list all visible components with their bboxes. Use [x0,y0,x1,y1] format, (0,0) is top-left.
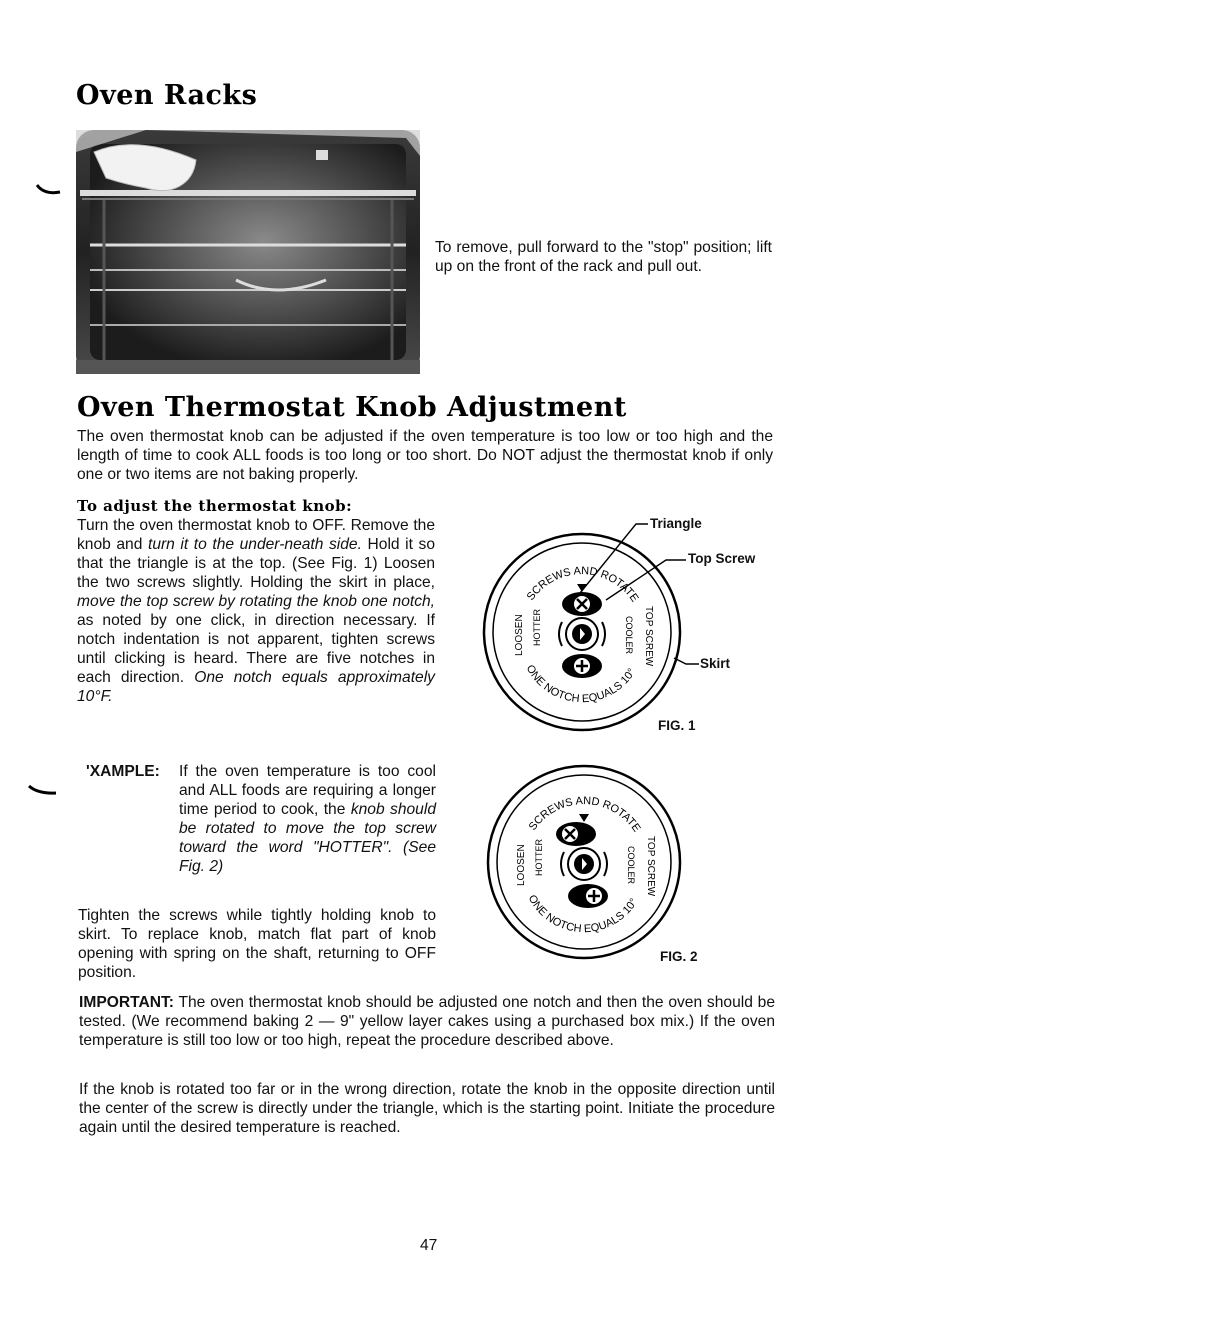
figure-2-caption: FIG. 2 [660,949,698,964]
dial-text: LOOSEN [516,844,527,886]
dial-text: SCREWS AND ROTATE [524,565,641,605]
thermostat-intro: The oven thermostat knob can be adjusted if the oven temperature is too low or too high and the length of time to cook ALL foods is too long or too short. Do NOT adjust the thermostat knob if only one or two items are not baking properly. [77,428,773,483]
step-text: as noted by one click, in direction necessary. If notch indentation is not apparent, tighten screws until clicking is heard. There are five notches in each direction. [77,612,435,686]
important-label: IMPORTANT: [79,994,174,1011]
final-text: If the knob is rotated too far or in the wrong direction, rotate the knob in the opposite direction until the center of the screw is directly under the triangle, which is the starting point. Initiate the procedure again until the desired temperature is reached. [79,1081,775,1136]
example-italic: knob should be rotated to move the top screw toward the word "HOTTER". (See Fig. 2) [179,801,436,875]
dial-text: HOTTER [534,839,544,876]
dial-text: ONE NOTCH EQUALS 10° [525,893,641,936]
dial-text: HOTTER [532,609,542,646]
page-number: 47 [420,1237,438,1254]
oven-rack-photo [76,130,420,374]
margin-mark [28,783,58,805]
dial-text: COOLER [626,846,636,885]
dial-text: LOOSEN [514,614,525,656]
callout-skirt: Skirt [700,656,731,671]
example-text [179,762,436,876]
example-plain: If the oven temperature is too cool and ALL foods are requiring a longer time period to cook, the [179,763,436,818]
subheading-adjust: To adjust the thermostat knob: [77,497,353,515]
step-italic: move the top screw by rotating the knob one notch, [77,593,435,610]
figure-1-caption: FIG. 1 [658,718,696,733]
racks-description: To remove, pull forward to the "stop" position; lift up on the front of the rack and pull out. [435,239,772,275]
dial-text: TOP SCREW [643,606,654,667]
adjust-steps [77,516,435,706]
step-text: Turn the oven thermostat knob to OFF. Remove the knob and [77,517,435,553]
section-title-thermostat: Oven Thermostat Knob Adjustment [77,392,627,423]
step-italic: turn it to the under-neath side. [147,536,362,553]
margin-mark [36,183,62,205]
important-note [79,993,775,1050]
dial-text: COOLER [624,616,634,655]
dial-text: SCREWS AND ROTATE [526,795,643,835]
figure-1 [476,508,776,738]
callout-top-screw: Top Screw [688,551,756,566]
section-title-oven-racks: Oven Racks [76,80,258,111]
step-italic: One notch equals approximately 10°F. [77,669,435,705]
figure-2 [476,760,716,970]
dial-text: ONE NOTCH EQUALS 10° [523,663,639,706]
important-text: The oven thermostat knob should be adjusted one notch and then the oven should be tested. (We recommend baking 2 — 9" yellow layer cakes using a purchased box mix.) If the oven temperature is still too low or too high, repeat the procedure described above. [79,994,775,1049]
step-text: Hold it so that the triangle is at the top. (See Fig. 1) Loosen the two screws slightly. Holding the skirt in place, [77,536,436,591]
tighten-text: Tighten the screws while tightly holding knob to skirt. To replace knob, match flat part of knob opening with spring on the shaft, returning to OFF position. [78,907,436,981]
example-label: 'XAMPLE: [86,763,160,780]
dial-text: TOP SCREW [645,836,656,897]
callout-triangle: Triangle [650,516,702,531]
